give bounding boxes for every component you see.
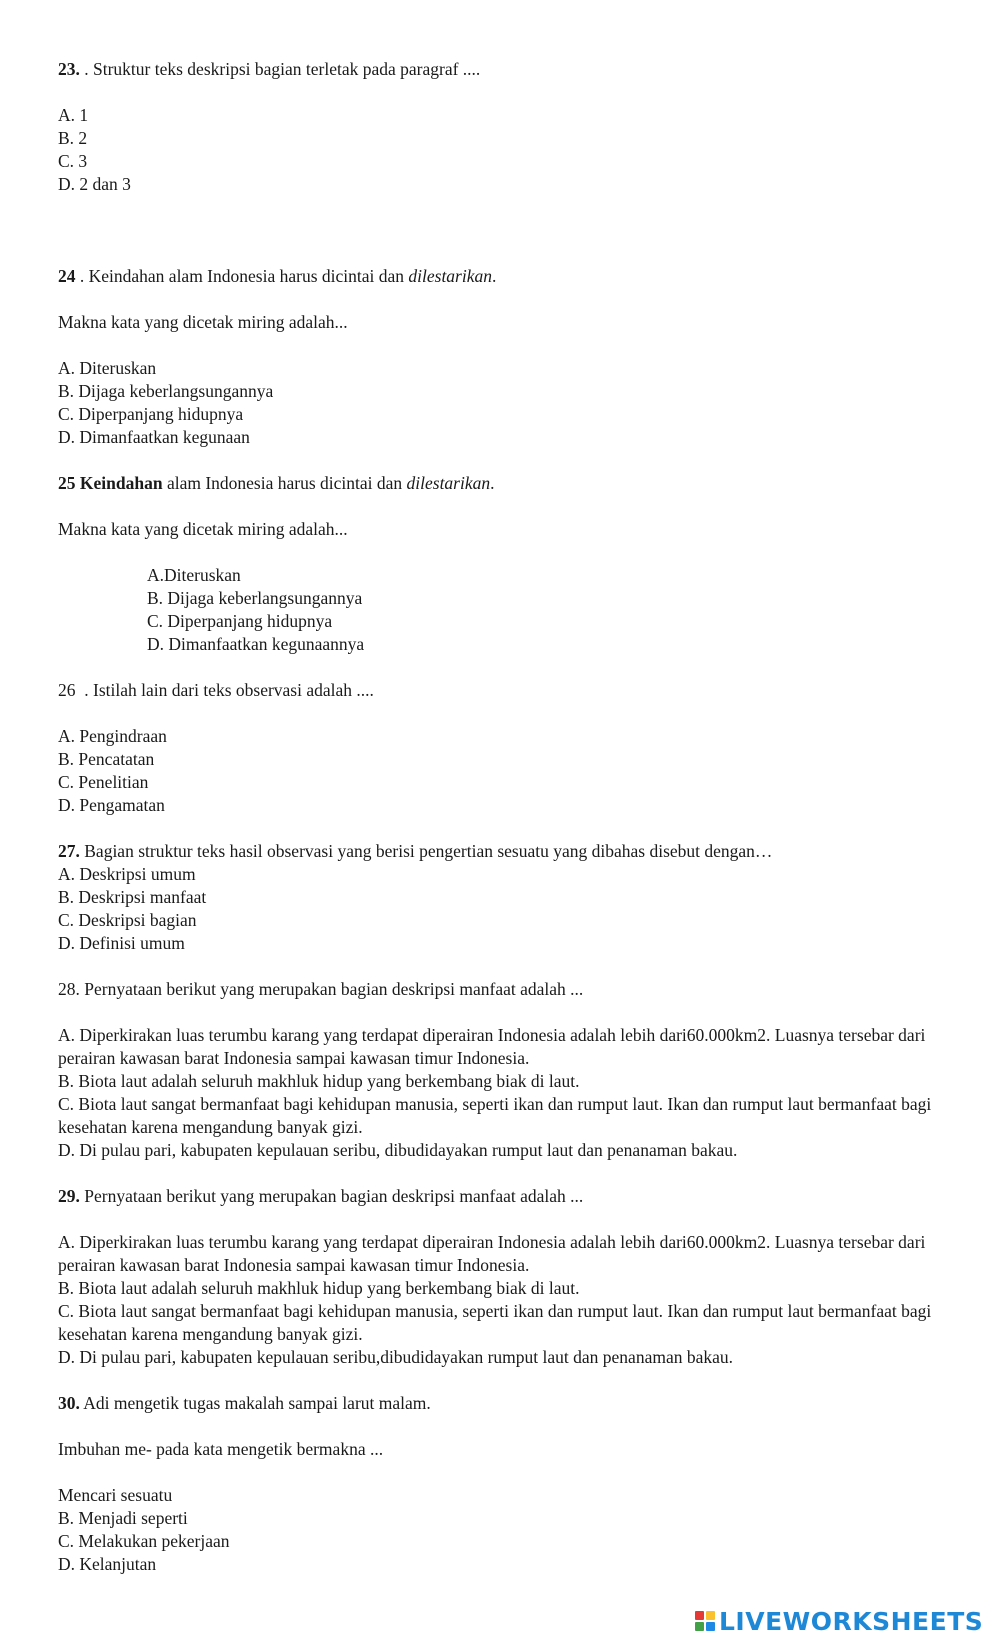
q27-option[interactable]: B. Deskripsi manfaat <box>58 887 207 907</box>
q25-prompt: Makna kata yang dicetak miring adalah... <box>58 519 348 539</box>
q30-option[interactable]: Mencari sesuatu <box>58 1485 173 1505</box>
q29-option[interactable]: D. Di pulau pari, kabupaten kepulauan seribu,dibudidayakan rumput laut dan penanaman bakau. <box>58 1347 733 1367</box>
q27-option[interactable]: A. Deskripsi umum <box>58 864 196 884</box>
question-29: 29. Pernyataan berikut yang merupakan bagian deskripsi manfaat adalah ... <box>58 1186 584 1206</box>
question-26: 26 . Istilah lain dari teks observasi adalah .... <box>58 680 374 700</box>
q29-option[interactable]: B. Biota laut adalah seluruh makhluk hidup yang berkembang biak di laut. <box>58 1278 580 1298</box>
q24-option[interactable]: A. Diteruskan <box>58 358 157 378</box>
q28-option[interactable]: D. Di pulau pari, kabupaten kepulauan seribu, dibudidayakan rumput laut dan penanaman bakau. <box>58 1140 738 1160</box>
q23-option[interactable]: A. 1 <box>58 105 89 125</box>
q29-option[interactable]: C. Biota laut sangat bermanfaat bagi kehidupan manusia, seperti ikan dan rumput laut. Ikan dan rumput laut bermanfaat bagi kesehatan karena mengandung banyak gizi. <box>58 1301 932 1344</box>
q23-option[interactable]: B. 2 <box>58 128 88 148</box>
q25-option[interactable]: B. Dijaga keberlangsungannya <box>147 588 363 608</box>
q26-option[interactable]: D. Pengamatan <box>58 795 165 815</box>
question-25: 25 Keindahan alam Indonesia harus dicintai dan dilestarikan. <box>58 473 495 493</box>
logo-blocks-icon <box>695 1611 715 1631</box>
question-27: 27. Bagian struktur teks hasil observasi yang berisi pengertian sesuatu yang dibahas disebut dengan… <box>58 841 773 861</box>
question-23: 23. . Struktur teks deskripsi bagian terletak pada paragraf .... <box>58 59 481 79</box>
q26-option[interactable]: B. Pencatatan <box>58 749 155 769</box>
q25-option[interactable]: A.Diteruskan <box>147 565 241 585</box>
logo-block <box>706 1622 715 1631</box>
logo-block <box>695 1611 704 1620</box>
question-24: 24 . Keindahan alam Indonesia harus dicintai dan dilestarikan. <box>58 266 497 286</box>
q30-option[interactable]: B. Menjadi seperti <box>58 1508 188 1528</box>
q26-option[interactable]: A. Pengindraan <box>58 726 167 746</box>
q28-option[interactable]: A. Diperkirakan luas terumbu karang yang terdapat diperairan Indonesia adalah lebih dari60.000km2. Luasnya tersebar dari perairan kawasan barat Indonesia sampai kawasan timur Indonesia. <box>58 1025 926 1068</box>
logo-block <box>706 1611 715 1620</box>
q24-option[interactable]: B. Dijaga keberlangsungannya <box>58 381 274 401</box>
logo-text: LIVEWORKSHEETS <box>719 1606 984 1636</box>
q30-option[interactable]: D. Kelanjutan <box>58 1554 157 1574</box>
worksheet-page <box>58 58 958 1576</box>
q23-option[interactable]: C. 3 <box>58 151 88 171</box>
q28-option[interactable]: C. Biota laut sangat bermanfaat bagi kehidupan manusia, seperti ikan dan rumput laut. Ikan dan rumput laut bermanfaat bagi kesehatan karena mengandung banyak gizi. <box>58 1094 932 1137</box>
q25-option[interactable]: D. Dimanfaatkan kegunaannya <box>147 634 365 654</box>
q24-prompt: Makna kata yang dicetak miring adalah... <box>58 312 348 332</box>
q24-option[interactable]: D. Dimanfaatkan kegunaan <box>58 427 250 447</box>
liveworksheets-logo[interactable] <box>695 1604 983 1638</box>
q24-option[interactable]: C. Diperpanjang hidupnya <box>58 404 244 424</box>
q25-option[interactable]: C. Diperpanjang hidupnya <box>147 611 333 631</box>
q30-option[interactable]: C. Melakukan pekerjaan <box>58 1531 230 1551</box>
q26-option[interactable]: C. Penelitian <box>58 772 149 792</box>
q29-option[interactable]: A. Diperkirakan luas terumbu karang yang terdapat diperairan Indonesia adalah lebih dari60.000km2. Luasnya tersebar dari perairan kawasan barat Indonesia sampai kawasan timur Indonesia. <box>58 1232 926 1275</box>
q27-option[interactable]: C. Deskripsi bagian <box>58 910 197 930</box>
q28-option[interactable]: B. Biota laut adalah seluruh makhluk hidup yang berkembang biak di laut. <box>58 1071 580 1091</box>
q23-option[interactable]: D. 2 dan 3 <box>58 174 131 194</box>
question-28: 28. Pernyataan berikut yang merupakan bagian deskripsi manfaat adalah ... <box>58 979 584 999</box>
logo-block <box>695 1622 704 1631</box>
q27-option[interactable]: D. Definisi umum <box>58 933 185 953</box>
q30-prompt: Imbuhan me- pada kata mengetik bermakna ... <box>58 1439 384 1459</box>
question-30: 30. Adi mengetik tugas makalah sampai larut malam. <box>58 1393 431 1413</box>
